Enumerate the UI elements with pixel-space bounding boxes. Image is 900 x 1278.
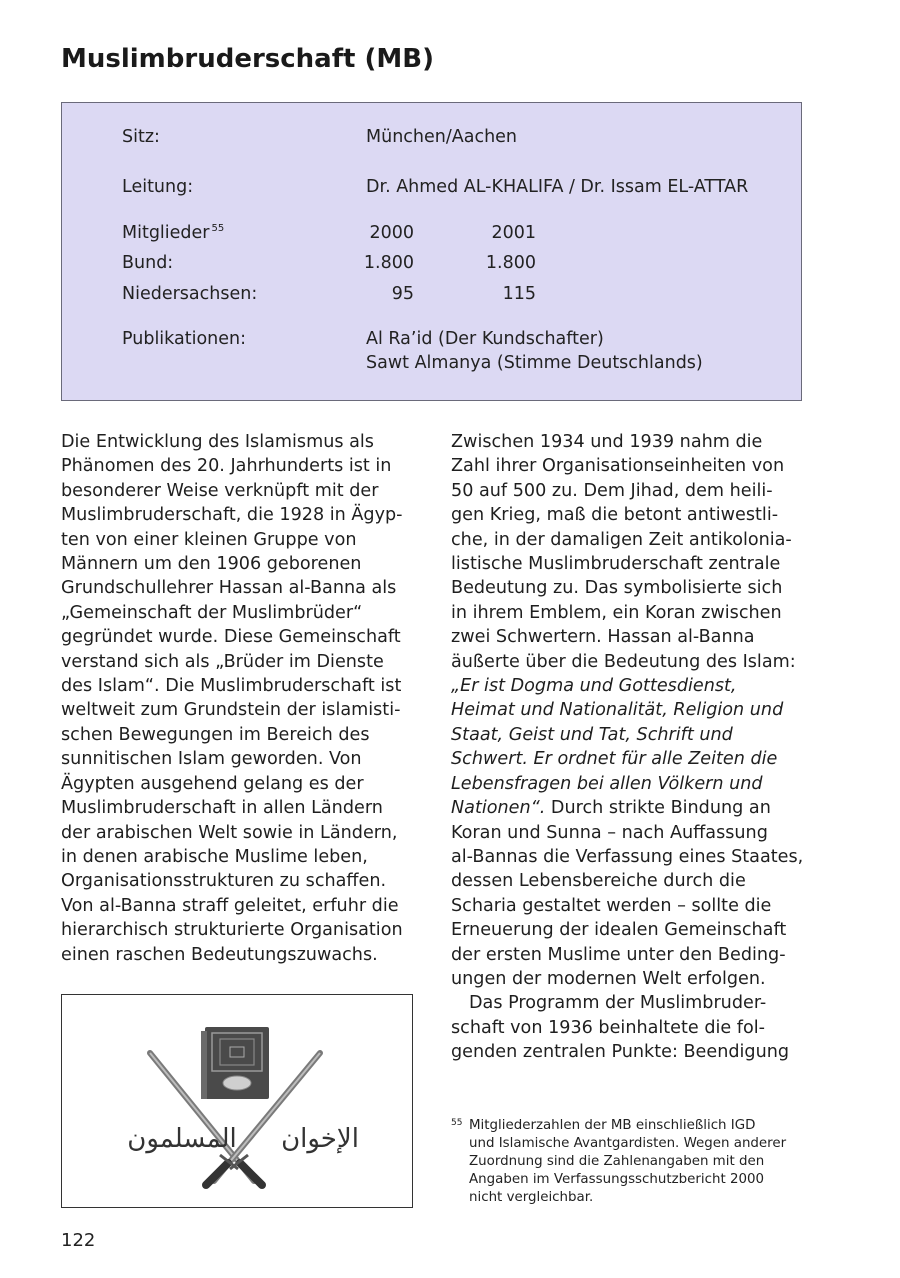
footnote-line: Angaben im Verfassungsschutzbericht 2000: [469, 1172, 765, 1187]
text-line: genden zentralen Punkte: Beendigung: [451, 1042, 790, 1063]
text-line: in ihrem Emblem, ein Koran zwischen: [451, 602, 782, 623]
publikation-2: Sawt Almanya (Stimme Deutschlands): [366, 353, 703, 373]
publikationen-label: Publikationen:: [122, 329, 246, 349]
footnote-ref[interactable]: 55: [211, 223, 225, 234]
text-line: hierarchisch strukturierte Organisation: [61, 920, 403, 941]
footnote-line: nicht vergleichbar.: [469, 1190, 594, 1205]
emblem-icon: [62, 995, 412, 1207]
text-line: Die Entwicklung des Islamismus als: [61, 432, 374, 452]
page-number: 122: [61, 1230, 96, 1251]
quote-line: „Er ist Dogma und Gottesdienst,: [451, 676, 737, 697]
footnote-line: Zuordnung sind die Zahlenangaben mit den: [469, 1154, 765, 1169]
text-line: dessen Lebensbereiche durch die: [451, 871, 746, 892]
text-line: Männern um den 1906 geborenen: [61, 554, 362, 575]
text-line: Muslimbruderschaft, die 1928 in Ägyp-: [61, 505, 403, 526]
publikation-1: Al Ra’id (Der Kundschafter): [366, 329, 604, 349]
text-line: Zwischen 1934 und 1939 nahm die: [451, 432, 763, 452]
text-line: Organisationsstrukturen zu schaffen.: [61, 871, 387, 892]
text-line: schen Bewegungen im Bereich des: [61, 724, 370, 745]
text-line: verstand sich als „Brüder im Dienste: [61, 651, 384, 672]
text-line: in denen arabische Muslime leben,: [61, 846, 368, 867]
text-line: schaft von 1936 beinhaltete die fol-: [451, 1017, 765, 1038]
niedersachsen-label: Niedersachsen:: [122, 284, 258, 304]
text-line: ten von einer kleinen Gruppe von: [61, 529, 357, 550]
mixed-line: Nationen“. Durch strikte Bindung an: [451, 798, 771, 819]
year-2000: 2000: [369, 223, 414, 243]
bund-2000: 1.800: [363, 253, 414, 273]
text-line: einen raschen Bedeutungszuwachs.: [61, 944, 378, 965]
text-line: des Islam“. Die Muslimbruderschaft ist: [61, 676, 402, 697]
page-title: Muslimbruderschaft (MB): [61, 44, 434, 74]
year-2001: 2001: [491, 223, 536, 243]
quote-line: Schwert. Er ordnet für alle Zeiten die: [451, 749, 778, 770]
footnote-line: und Islamische Avantgardisten. Wegen anderer: [469, 1136, 787, 1151]
text-line: Muslimbruderschaft in allen Ländern: [61, 798, 383, 819]
arabic-text-right: الإخوان: [281, 1124, 359, 1154]
muslim-brotherhood-emblem-figure: [61, 994, 413, 1208]
text-line: gegründet wurde. Diese Gemeinschaft: [61, 627, 401, 648]
text-line: listische Muslimbruderschaft zentrale: [451, 554, 781, 575]
text-line: che, in der damaligen Zeit antikolonia-: [451, 529, 792, 550]
text-line: der ersten Muslime unter den Beding-: [451, 944, 786, 965]
leitung-value: Dr. Ahmed AL-KHALIFA / Dr. Issam EL-ATTAR: [366, 177, 749, 197]
bund-2001: 1.800: [485, 253, 536, 273]
text-line: 50 auf 500 zu. Dem Jihad, dem heili-: [451, 480, 773, 501]
text-line: Von al-Banna straff geleitet, erfuhr die: [61, 895, 399, 916]
text-line: Koran und Sunna – nach Auffassung: [451, 822, 768, 843]
mitglieder-label: Mitglieder $^{55}$: [122, 223, 225, 243]
left-column-text: [61, 430, 411, 967]
footnote-55: [451, 1117, 811, 1207]
text-line: gen Krieg, maß die betont antiwestli-: [451, 505, 779, 526]
arabic-text-left: المسلمون: [127, 1124, 237, 1154]
quote-line: Staat, Geist und Tat, Schrift und: [451, 724, 733, 745]
text-line: ungen der modernen Welt erfolgen.: [451, 968, 766, 989]
text-line: Grundschullehrer Hassan al-Banna als: [61, 578, 397, 599]
footnote-number: 55: [451, 1118, 463, 1128]
text-line: der arabischen Welt sowie in Ländern,: [61, 822, 398, 843]
sitz-label: Sitz:: [122, 127, 160, 147]
text-line: Das Programm der Muslimbruder-: [469, 993, 767, 1014]
text-line: al-Bannas die Verfassung eines Staates,: [451, 846, 804, 867]
leitung-label: Leitung:: [122, 177, 194, 197]
text-line: sunnitischen Islam geworden. Von: [61, 749, 362, 770]
footnote-line: Mitgliederzahlen der MB einschließlich IGD: [469, 1118, 756, 1133]
text-line: Scharia gestaltet werden – sollte die: [451, 895, 772, 916]
koran-book-icon: [201, 1027, 269, 1099]
right-column-text: [451, 430, 804, 1065]
niedersachsen-2001: 115: [502, 284, 536, 304]
sitz-value: München/Aachen: [366, 127, 518, 147]
text-line: zwei Schwertern. Hassan al-Banna: [451, 627, 755, 648]
text-line: Erneuerung der idealen Gemeinschaft: [451, 920, 787, 941]
niedersachsen-2000: 95: [391, 284, 414, 304]
text-line: Bedeutung zu. Das symbolisierte sich: [451, 578, 783, 599]
bund-label: Bund:: [122, 253, 174, 273]
text-line: „Gemeinschaft der Muslimbrüder“: [61, 602, 363, 623]
organization-info-box: [61, 102, 802, 401]
text-line: weltweit zum Grundstein der islamisti-: [61, 700, 401, 721]
text-line: äußerte über die Bedeutung des Islam:: [451, 651, 796, 672]
text-line: Ägypten ausgehend gelang es der: [61, 773, 364, 794]
quote-line: Lebensfragen bei allen Völkern und: [451, 773, 763, 794]
quote-line: Heimat und Nationalität, Religion und: [451, 700, 784, 721]
text-line: Zahl ihrer Organisationseinheiten von: [451, 456, 785, 477]
text-line: besonderer Weise verknüpft mit der: [61, 480, 379, 501]
text-line: Phänomen des 20. Jahrhunderts ist in: [61, 456, 392, 477]
